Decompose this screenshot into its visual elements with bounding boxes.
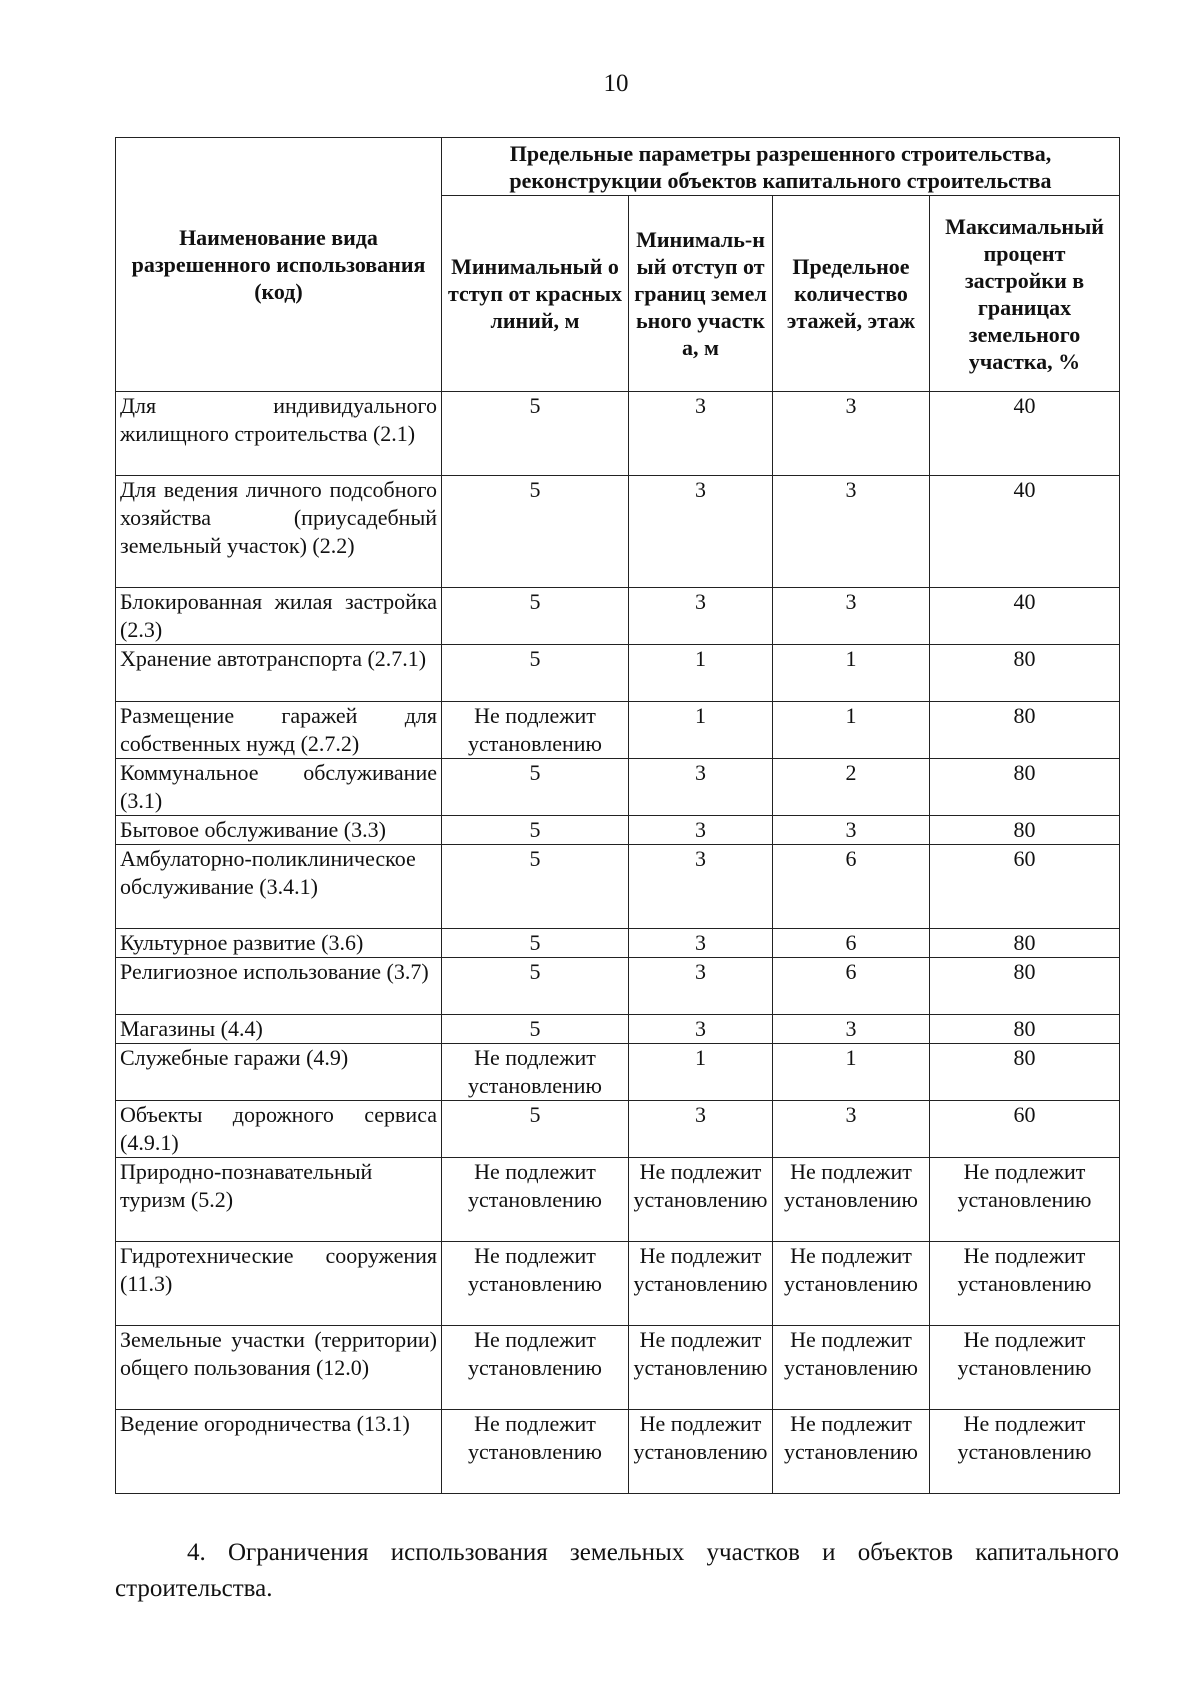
land-use-name: Религиозное использование (3.7) [116,958,442,1015]
max-floors-value: 1 [773,702,930,759]
min-red-line-value: Не подлежит установлению [442,702,629,759]
land-use-name: Коммунальное обслуживание (3.1) [116,759,442,816]
table-row [116,392,1120,476]
min-boundary-value: 1 [629,645,773,702]
table-row [116,1326,1120,1410]
max-floors-value: 1 [773,1044,930,1101]
land-use-name: Земельные участки (территории) общего пользования (12.0) [116,1326,442,1410]
max-coverage-value: 80 [930,645,1120,702]
land-use-name: Гидротехнические сооружения (11.3) [116,1242,442,1326]
table-row [116,929,1120,958]
table-row [116,958,1120,1015]
min-boundary-value: 3 [629,392,773,476]
min-red-line-value: 5 [442,588,629,645]
min-red-line-value: 5 [442,816,629,845]
land-use-name: Хранение автотранспорта (2.7.1) [116,645,442,702]
land-use-name: Амбулаторно-поликлиническое обслуживание (3.4.1) [116,845,442,929]
land-use-name: Для индивидуального жилищного строительства (2.1) [116,392,442,476]
table-row [116,702,1120,759]
max-floors-value: 3 [773,816,930,845]
max-coverage-value: Не подлежит установлению [930,1242,1120,1326]
min-boundary-value: Не подлежит установлению [629,1242,773,1326]
min-red-line-value: 5 [442,476,629,588]
land-use-name: Культурное развитие (3.6) [116,929,442,958]
table-row [116,759,1120,816]
min-boundary-value: 3 [629,476,773,588]
land-use-name: Блокированная жилая застройка (2.3) [116,588,442,645]
land-use-name: Объекты дорожного сервиса (4.9.1) [116,1101,442,1158]
column-header-max-floors: Предельное количество этажей, этаж [773,196,930,392]
min-boundary-value: 1 [629,1044,773,1101]
column-header-min-plot-boundary: Минималь-ный отступ от границ земельного участка, м [629,196,773,392]
table-row [116,476,1120,588]
table-row [116,1242,1120,1326]
max-floors-value: 6 [773,845,930,929]
min-red-line-value: 5 [442,759,629,816]
max-floors-value: 3 [773,392,930,476]
land-use-name: Для ведения личного подсобного хозяйства (приусадебный земельный участок) (2.2) [116,476,442,588]
land-use-name: Бытовое обслуживание (3.3) [116,816,442,845]
max-coverage-value: Не подлежит установлению [930,1326,1120,1410]
min-boundary-value: 3 [629,929,773,958]
max-coverage-value: 60 [930,1101,1120,1158]
max-floors-value: 1 [773,645,930,702]
min-boundary-value: 3 [629,816,773,845]
min-boundary-value: Не подлежит установлению [629,1410,773,1494]
min-boundary-value: 3 [629,588,773,645]
min-boundary-value: 3 [629,845,773,929]
max-floors-value: 2 [773,759,930,816]
max-floors-value: 6 [773,958,930,1015]
table-row [116,645,1120,702]
min-red-line-value: Не подлежит установлению [442,1410,629,1494]
min-boundary-value: Не подлежит установлению [629,1158,773,1242]
land-use-name: Природно-познавательный туризм (5.2) [116,1158,442,1242]
section-4-paragraph: 4. Ограничения использования земельных участков и объектов капитального строительства. [115,1539,1119,1602]
table-row [116,1015,1120,1044]
max-coverage-value: 80 [930,702,1120,759]
min-red-line-value: Не подлежит установлению [442,1242,629,1326]
land-use-name: Ведение огородничества (13.1) [116,1410,442,1494]
parameters-group-header: Предельные параметры разрешенного строительства, реконструкции объектов капитального строительства [442,138,1120,196]
table-row [116,1158,1120,1242]
max-coverage-value: 80 [930,816,1120,845]
table-row [116,1410,1120,1494]
max-coverage-value: Не подлежит установлению [930,1410,1120,1494]
land-use-name: Размещение гаражей для собственных нужд (2.7.2) [116,702,442,759]
table-row [116,1101,1120,1158]
column-header-min-red-line: Минимальный отступ от красных линий, м [442,196,629,392]
min-red-line-value: Не подлежит установлению [442,1044,629,1101]
min-red-line-value: 5 [442,845,629,929]
min-boundary-value: 3 [629,1015,773,1044]
min-red-line-value: 5 [442,958,629,1015]
min-boundary-value: 1 [629,702,773,759]
table-row [116,845,1120,929]
max-coverage-value: 80 [930,1015,1120,1044]
max-floors-value: Не подлежит установлению [773,1242,930,1326]
min-red-line-value: 5 [442,645,629,702]
max-floors-value: Не подлежит установлению [773,1326,930,1410]
table-row [116,816,1120,845]
land-use-name: Служебные гаражи (4.9) [116,1044,442,1101]
land-use-name: Магазины (4.4) [116,1015,442,1044]
max-coverage-value: 80 [930,759,1120,816]
max-coverage-value: Не подлежит установлению [930,1158,1120,1242]
max-floors-value: 6 [773,929,930,958]
max-floors-value: Не подлежит установлению [773,1410,930,1494]
max-coverage-value: 40 [930,476,1120,588]
min-boundary-value: 3 [629,759,773,816]
column-header-max-coverage: Максимальный процент застройки в границах земельного участка, % [930,196,1120,392]
max-floors-value: Не подлежит установлению [773,1158,930,1242]
min-boundary-value: Не подлежит установлению [629,1326,773,1410]
table-row [116,1044,1120,1101]
parameters-table [115,137,1120,1494]
min-boundary-value: 3 [629,1101,773,1158]
max-floors-value: 3 [773,1101,930,1158]
min-red-line-value: Не подлежит установлению [442,1158,629,1242]
max-floors-value: 3 [773,476,930,588]
max-floors-value: 3 [773,588,930,645]
max-coverage-value: 60 [930,845,1120,929]
max-coverage-value: 40 [930,588,1120,645]
max-coverage-value: 80 [930,958,1120,1015]
min-boundary-value: 3 [629,958,773,1015]
min-red-line-value: 5 [442,1015,629,1044]
min-red-line-value: 5 [442,929,629,958]
page-number: 10 [603,70,629,97]
max-coverage-value: 40 [930,392,1120,476]
min-red-line-value: 5 [442,392,629,476]
name-column-header: Наименование вида разрешенного использования (код) [116,138,442,392]
min-red-line-value: 5 [442,1101,629,1158]
max-coverage-value: 80 [930,1044,1120,1101]
table-row [116,588,1120,645]
max-floors-value: 3 [773,1015,930,1044]
max-coverage-value: 80 [930,929,1120,958]
min-red-line-value: Не подлежит установлению [442,1326,629,1410]
